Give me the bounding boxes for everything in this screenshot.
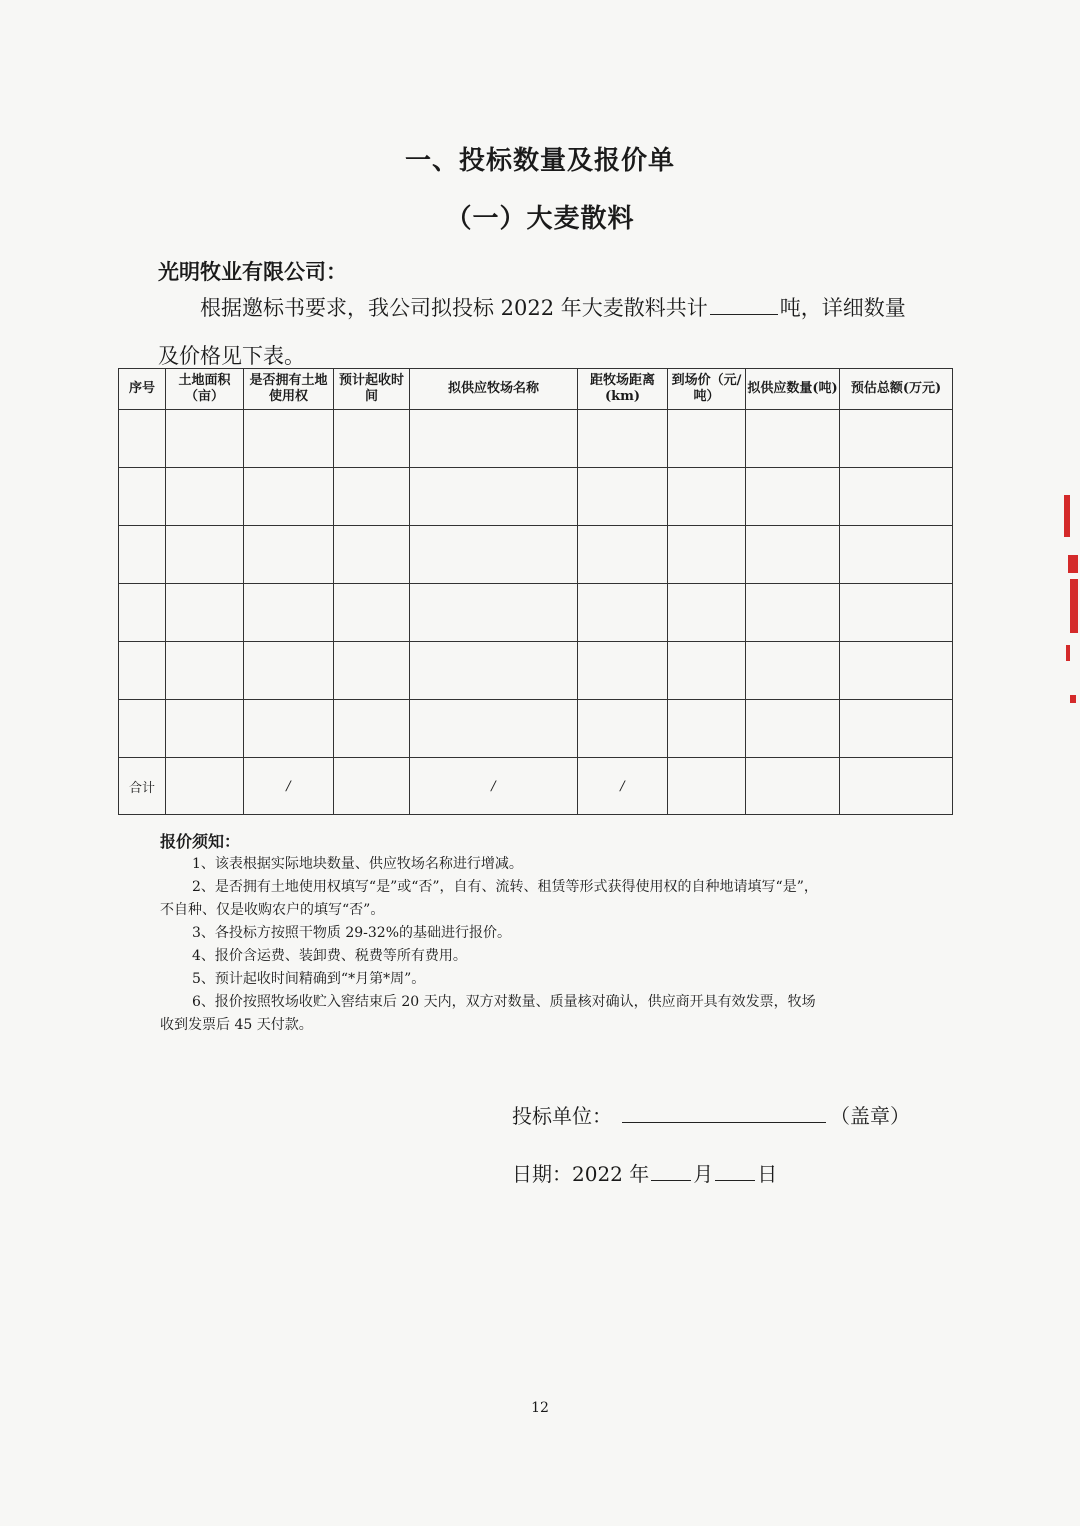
note-item-6: 6、报价按照牧场收贮入窖结束后 20 天内，双方对数量、质量核对确认，供应商开具有效发票，牧场	[192, 994, 816, 1010]
table-cell[interactable]	[334, 700, 410, 758]
table-header-row	[119, 369, 953, 410]
table-cell[interactable]	[746, 642, 840, 700]
table-cell[interactable]	[840, 526, 953, 584]
month-field[interactable]	[651, 1162, 691, 1181]
notes-heading: 报价须知：	[160, 832, 241, 851]
salutation: 光明牧业有限公司：	[158, 259, 347, 284]
table-cell[interactable]	[840, 758, 953, 815]
table-cell[interactable]	[746, 584, 840, 642]
table-cell[interactable]	[410, 642, 578, 700]
table-cell[interactable]	[668, 758, 746, 815]
table-cell[interactable]	[840, 410, 953, 468]
table-cell[interactable]	[244, 642, 334, 700]
table-cell[interactable]	[746, 468, 840, 526]
table-cell[interactable]	[166, 410, 244, 468]
header-land-right: 是否拥有土地使用权	[244, 369, 334, 410]
table-cell[interactable]	[119, 584, 166, 642]
table-cell[interactable]	[244, 410, 334, 468]
intro-text-part2: 吨，详细数量	[779, 296, 906, 320]
month-label: 月	[693, 1162, 714, 1186]
note-item-2-continued: 不自种、仅是收购农户的填写“否”。	[160, 902, 385, 918]
table-cell[interactable]	[840, 642, 953, 700]
note-item-3: 3、各投标方按照干物质 29-32%的基础进行报价。	[192, 925, 512, 941]
table-cell[interactable]	[334, 468, 410, 526]
table-cell[interactable]	[244, 526, 334, 584]
note-item-2: 2、是否拥有土地使用权填写“是”或“否”，自有、流转、租赁等形式获得使用权的自种地请填写“是”，	[192, 879, 818, 895]
table-cell[interactable]	[668, 700, 746, 758]
table-cell[interactable]	[578, 410, 668, 468]
table-cell[interactable]	[244, 468, 334, 526]
table-cell[interactable]	[119, 700, 166, 758]
table-cell[interactable]	[410, 584, 578, 642]
note-item-6-continued: 收到发票后 45 天付款。	[160, 1017, 313, 1033]
day-field[interactable]	[715, 1162, 755, 1181]
header-land-area: 土地面积（亩）	[166, 369, 244, 410]
red-seal-edge-mark	[1064, 495, 1078, 710]
intro-text-part1: 根据邀标书要求，我公司拟投标 2022 年大麦散料共计	[200, 296, 708, 320]
header-distance: 距牧场距离(km)	[578, 369, 668, 410]
bidder-unit-field[interactable]	[622, 1104, 826, 1123]
table-total-row	[119, 758, 953, 815]
total-slash-land-right: /	[244, 758, 334, 815]
table-cell[interactable]	[166, 642, 244, 700]
table-cell[interactable]	[668, 468, 746, 526]
bidder-signature-line	[512, 1100, 910, 1129]
table-row	[119, 468, 953, 526]
table-cell[interactable]	[334, 758, 410, 815]
table-cell[interactable]	[119, 468, 166, 526]
table-cell[interactable]	[334, 410, 410, 468]
quotation-notes	[160, 830, 930, 1037]
table-cell[interactable]	[119, 410, 166, 468]
table-cell[interactable]	[166, 584, 244, 642]
table-cell[interactable]	[668, 526, 746, 584]
table-cell[interactable]	[746, 700, 840, 758]
table-cell[interactable]	[578, 584, 668, 642]
table-cell[interactable]	[840, 468, 953, 526]
bidder-unit-label: 投标单位：	[512, 1104, 612, 1128]
table-cell[interactable]	[668, 410, 746, 468]
table-cell[interactable]	[166, 468, 244, 526]
header-price: 到场价（元/吨）	[668, 369, 746, 410]
table-row	[119, 700, 953, 758]
table-cell[interactable]	[668, 642, 746, 700]
table-cell[interactable]	[578, 526, 668, 584]
date-line	[512, 1158, 777, 1187]
table-cell[interactable]	[119, 526, 166, 584]
total-slash-distance: /	[578, 758, 668, 815]
table-cell[interactable]	[119, 642, 166, 700]
quotation-table	[118, 368, 953, 815]
header-total-amount: 预估总额(万元)	[840, 369, 953, 410]
day-label: 日	[757, 1162, 778, 1186]
table-cell[interactable]	[746, 526, 840, 584]
table-cell[interactable]	[840, 584, 953, 642]
table-cell[interactable]	[166, 758, 244, 815]
header-quantity: 拟供应数量(吨)	[746, 369, 840, 410]
table-cell[interactable]	[244, 584, 334, 642]
total-label: 合计	[119, 758, 166, 815]
table-cell[interactable]	[746, 410, 840, 468]
table-cell[interactable]	[244, 700, 334, 758]
table-cell[interactable]	[578, 700, 668, 758]
table-cell[interactable]	[410, 526, 578, 584]
table-cell[interactable]	[166, 700, 244, 758]
table-cell[interactable]	[334, 642, 410, 700]
table-row	[119, 642, 953, 700]
table-cell[interactable]	[668, 584, 746, 642]
table-row	[119, 526, 953, 584]
table-row	[119, 410, 953, 468]
note-item-5: 5、预计起收时间精确到“*月第*周”。	[192, 971, 426, 987]
intro-paragraph	[200, 292, 906, 322]
table-cell[interactable]	[166, 526, 244, 584]
table-cell[interactable]	[410, 410, 578, 468]
date-prefix: 日期：2022 年	[512, 1162, 650, 1186]
table-cell[interactable]	[334, 584, 410, 642]
table-cell[interactable]	[578, 468, 668, 526]
header-harvest-time: 预计起收时间	[334, 369, 410, 410]
intro-paragraph-line2: 及价格见下表。	[158, 344, 305, 368]
seal-label: （盖章）	[830, 1104, 910, 1128]
table-cell[interactable]	[578, 642, 668, 700]
total-slash-ranch-name: /	[410, 758, 578, 815]
section-subtitle: （一）大麦散料	[445, 204, 635, 234]
table-cell[interactable]	[746, 758, 840, 815]
table-cell[interactable]	[334, 526, 410, 584]
note-item-4: 4、报价含运费、装卸费、税费等所有费用。	[192, 948, 467, 964]
page-number: 12	[531, 1400, 549, 1416]
table-row	[119, 584, 953, 642]
tonnage-blank-field[interactable]	[710, 296, 778, 315]
note-item-1: 1、该表根据实际地块数量、供应牧场名称进行增减。	[192, 856, 523, 872]
document-title: 一、投标数量及报价单	[404, 146, 675, 176]
table-cell[interactable]	[840, 700, 953, 758]
table-cell[interactable]	[410, 700, 578, 758]
header-ranch-name: 拟供应牧场名称	[410, 369, 578, 410]
header-seq: 序号	[119, 369, 166, 410]
table-cell[interactable]	[410, 468, 578, 526]
